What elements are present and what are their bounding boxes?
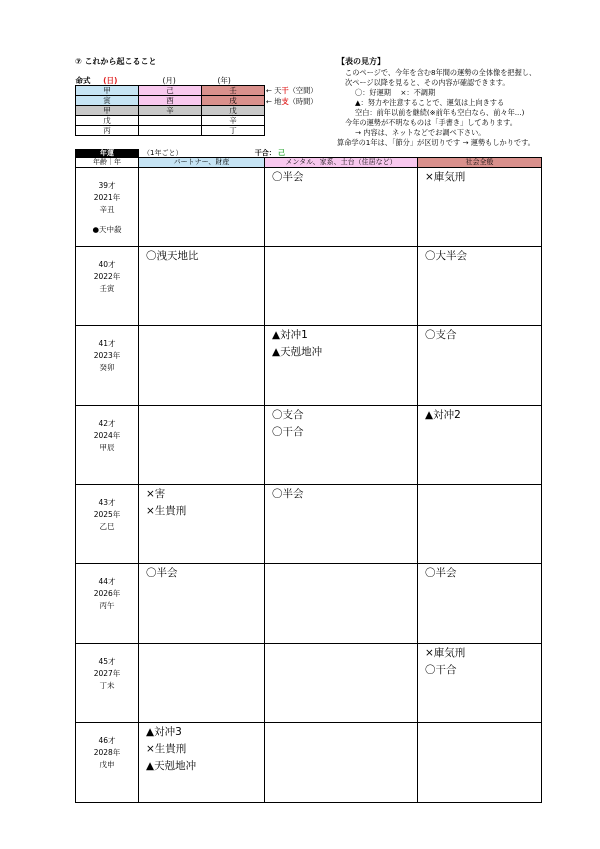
year-cell [76, 247, 139, 326]
year-kanshi: 壬寅 [99, 284, 115, 293]
year-year: 2025年 [93, 510, 121, 519]
fortune-entry: 〇半会 [272, 488, 304, 500]
mental-cell [265, 326, 418, 406]
col-header-mental: メンタル、家系、土台（住居など） [265, 158, 418, 168]
partner-cell [139, 485, 265, 564]
meishiki-col-month: (月) [162, 76, 176, 85]
tenchusatsu-marker: ●天中殺 [92, 225, 122, 234]
fortune-entry: ×害 [146, 488, 166, 500]
social-cell [418, 723, 542, 803]
meishiki-col-year: (年) [217, 76, 231, 85]
meishiki-cell: 丁 [202, 126, 265, 136]
meishiki-label-text: 命式 [75, 76, 91, 85]
social-cell [418, 485, 542, 564]
col-header-social: 社会全般 [418, 158, 542, 168]
legend-line: 〇：好運期 ×：不調期 [355, 88, 436, 97]
meishiki-cell: 戌 [202, 96, 265, 106]
fortune-grid [75, 149, 542, 803]
fortune-entry: ×庫気刑 [425, 647, 466, 659]
meishiki-cell [139, 126, 202, 136]
year-row [76, 406, 542, 485]
year-row [76, 723, 542, 803]
mental-cell [265, 247, 418, 326]
legend-line: 算命学の1年は、「節分」が区切りです → 運勢もしかりです。 [337, 138, 535, 147]
year-kanshi: 癸卯 [99, 363, 115, 372]
legend-title: 【表の見方】 [337, 57, 385, 66]
social-cell [418, 247, 542, 326]
partner-cell [139, 168, 265, 247]
meishiki-col-day: (日) [103, 76, 118, 85]
year-cell [76, 326, 139, 406]
legend-line: ▲：努力や注意することで、運気は上向きする [355, 98, 505, 107]
social-cell [418, 168, 542, 247]
chishi-note-suffix: （時間） [288, 97, 318, 106]
year-kanshi: 乙巳 [99, 522, 115, 531]
year-age: 45才 [98, 657, 116, 666]
fortune-entry: ▲対冲1 [272, 329, 308, 341]
col-header-partner: パートナー、財産 [139, 158, 265, 168]
meishiki-table [75, 76, 265, 136]
year-kanshi: 戊申 [99, 760, 115, 769]
fortune-entry: ×庫気刑 [425, 171, 466, 183]
year-kanshi: 甲辰 [99, 443, 115, 452]
meishiki-cell: 己 [139, 86, 202, 96]
legend-line: 今年の運勢が不明なものは「手書き」してあります。 [345, 118, 517, 127]
mental-cell [265, 564, 418, 644]
chishi-note-char: 支 [281, 97, 289, 106]
tenkan-note-char: 干 [281, 86, 289, 95]
year-kanshi: 辛丑 [99, 205, 115, 214]
tenkan-note [266, 86, 317, 96]
year-cell [76, 168, 139, 247]
year-cell [76, 406, 139, 485]
year-age: 46才 [98, 736, 116, 745]
year-year: 2028年 [93, 748, 121, 757]
fortune-entry: 〇半会 [272, 171, 304, 183]
chishi-note-prefix: ← 地 [266, 97, 282, 106]
year-age: 41才 [98, 339, 116, 348]
mental-cell [265, 723, 418, 803]
per-year-note: （1年ごと） [143, 148, 183, 157]
meishiki-cell: 寅 [76, 96, 139, 106]
meishiki-cell [139, 116, 202, 126]
fortune-entry: 〇干合 [425, 664, 457, 676]
year-year: 2021年 [93, 193, 121, 202]
social-cell [418, 564, 542, 644]
year-year: 2023年 [93, 351, 121, 360]
fortune-entry: ▲対冲2 [425, 409, 461, 421]
kangou-label: 干合： [254, 148, 276, 157]
fortune-entry: 〇洩天地比 [146, 250, 199, 262]
year-year: 2026年 [93, 589, 121, 598]
meishiki-cell: 丙 [76, 126, 139, 136]
year-age: 43才 [98, 498, 116, 507]
mental-cell [265, 485, 418, 564]
legend-line: 空白：前年以前を継続(※前年も空白なら、前々年...) [355, 108, 525, 117]
year-row [76, 564, 542, 644]
fortune-entry: 〇支合 [272, 409, 304, 421]
year-row [76, 168, 542, 247]
fortune-entry: 〇半会 [146, 567, 178, 579]
mental-cell [265, 168, 418, 247]
partner-cell [139, 644, 265, 723]
year-cell [76, 564, 139, 644]
legend-line: このページで、今年を含む8年間の運勢の全体像を把握し、 [345, 68, 537, 77]
page-title: ⑦ これから起こること [75, 57, 157, 66]
year-year: 2022年 [93, 272, 121, 281]
fortune-entry: 〇大半会 [425, 250, 467, 262]
fortune-entry: ×生貴刑 [146, 743, 187, 755]
year-year: 2027年 [93, 669, 121, 678]
meishiki-cell: 壬 [202, 86, 265, 96]
legend-note: → 内容は、ネットなどでお調べ下さい。 [355, 128, 486, 137]
meishiki-label [76, 76, 139, 86]
fortune-entry: 〇干合 [272, 426, 304, 438]
year-age: 42才 [98, 419, 116, 428]
year-kanshi: 丁未 [99, 681, 115, 690]
nenun-header: 年運 [76, 150, 139, 158]
meishiki-cell: 甲 [76, 86, 139, 96]
year-age: 44才 [98, 577, 116, 586]
meishiki-cell: 辛 [202, 116, 265, 126]
meishiki-cell: 戊 [76, 116, 139, 126]
nenun-sub-header [139, 150, 542, 158]
legend [337, 68, 595, 148]
age-year-header: 年齢｜年 [76, 158, 139, 168]
meishiki-cell: 戊 [202, 106, 265, 116]
partner-cell [139, 247, 265, 326]
social-cell [418, 644, 542, 723]
year-row [76, 485, 542, 564]
tenkan-note-suffix: （空間） [288, 86, 318, 95]
tenkan-note-prefix: ← 天 [266, 86, 282, 95]
fortune-entry: 〇支合 [425, 329, 457, 341]
year-row [76, 644, 542, 723]
partner-cell [139, 326, 265, 406]
year-age: 39才 [98, 181, 116, 190]
year-cell [76, 485, 139, 564]
year-row [76, 326, 542, 406]
year-row [76, 247, 542, 326]
meishiki-cell: 辛 [139, 106, 202, 116]
fortune-entry: ▲天剋地冲 [146, 760, 197, 772]
year-cell [76, 723, 139, 803]
fortune-entry: ▲天剋地冲 [272, 346, 323, 358]
year-age: 40才 [98, 260, 116, 269]
social-cell [418, 326, 542, 406]
partner-cell [139, 564, 265, 644]
mental-cell [265, 406, 418, 485]
fortune-entry: ▲対冲3 [146, 726, 182, 738]
partner-cell [139, 723, 265, 803]
kangou-value: 己 [277, 148, 285, 157]
legend-line: 次ページ以降を見ると、その内容が確認できます。 [345, 78, 510, 87]
fortune-entry: ×生貴刑 [146, 505, 187, 517]
mental-cell [265, 644, 418, 723]
meishiki-cell: 酉 [139, 96, 202, 106]
chishi-note [266, 97, 317, 107]
meishiki-cell: 甲 [76, 106, 139, 116]
partner-cell [139, 406, 265, 485]
year-cell [76, 644, 139, 723]
year-year: 2024年 [93, 431, 121, 440]
year-kanshi: 丙午 [99, 601, 115, 610]
social-cell [418, 406, 542, 485]
fortune-entry: 〇半会 [425, 567, 457, 579]
